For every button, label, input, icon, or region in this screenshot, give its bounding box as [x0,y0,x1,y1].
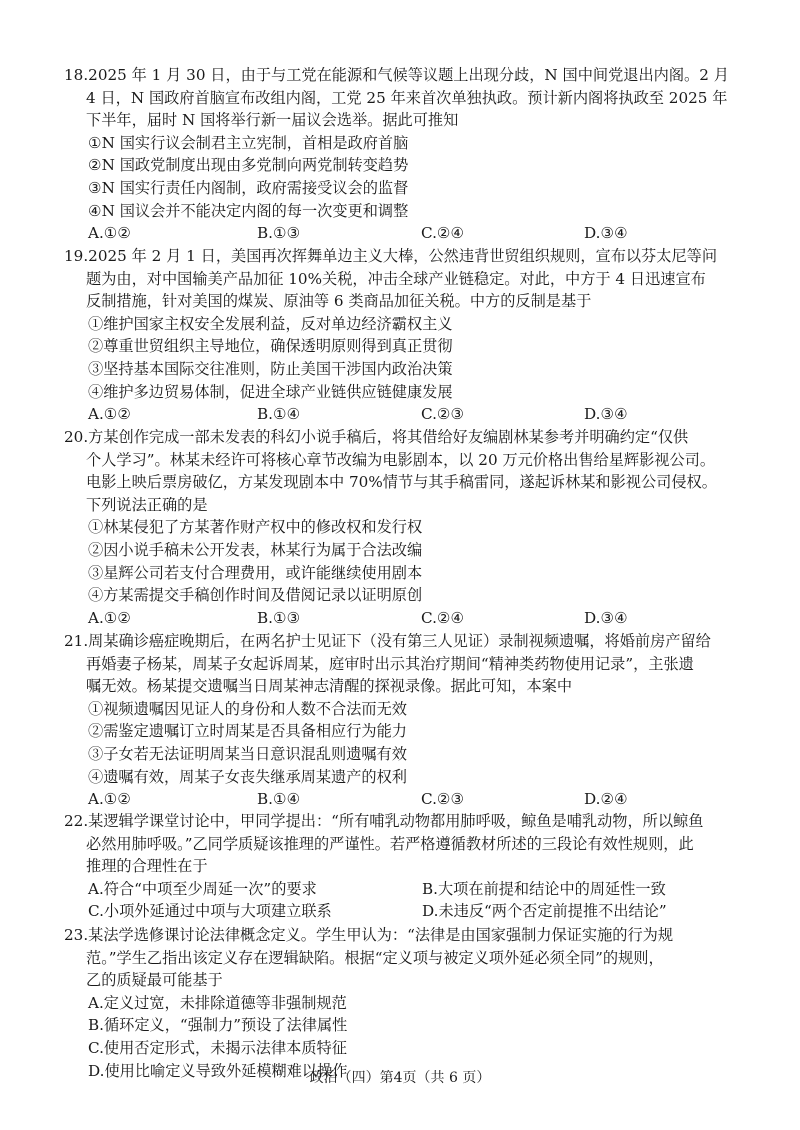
q22-stem-line-3: 推理的合理性在于 [86,857,208,876]
q20-choice-d: D.③④ [584,608,628,627]
q23-stem-line-1: 23.某法学选修课讨论法律概念定义。学生甲认为：“法律是由国家强制力保证实施的行为规 [64,926,674,944]
q21-choice-d: D.②④ [584,790,628,809]
q18-choice-b: B.①③ [257,224,301,243]
q21-option-1: ①视频遗嘱因见证人的身份和人数不合法而无效 [88,699,407,718]
q20-stem-line-1: 20.方某创作完成一部未发表的科幻小说手稿后，将其借给好友编剧林某参考并明确约定“仅供 [64,428,689,446]
q22-choices-row-1 [86,878,746,901]
q18-stem-line-3: 下半年，届时 N 国将举行新一届议会选举。据此可推知 [86,111,459,130]
q20-stem-line-4: 下列说法正确的是 [86,495,208,514]
q21-stem-line-3: 嘱无效。杨某提交遗嘱当日周某神志清醒的探视录像。据此可知，本案中 [86,677,572,696]
q20-choice-b: B.①③ [257,608,301,627]
q18-choices [86,222,746,245]
q21-option-4: ④遗嘱有效，周某子女丧失继承周某遗产的权利 [88,767,407,786]
q19-option-1: ①维护国家主权安全发展利益，反对单边经济霸权主义 [88,314,453,333]
q21-choice-c: C.②③ [421,790,465,809]
q20-choice-c: C.②④ [421,608,465,627]
q21-stem-line-2: 再婚妻子杨某，周某子女起诉周某，庭审时出示其治疗期间“精神类药物使用记录”，主张遗 [86,654,694,673]
q23-stem-line-2: 范。”学生乙指出该定义存在逻辑缺陷。根据“定义项与被定义项外延必须全同”的规则， [86,948,664,967]
q23-choice-d: D.使用比喻定义导致外延模糊难以操作 [88,1061,348,1080]
q20-choice-a: A.①② [88,608,132,627]
q23-choice-b: B.循环定义，“强制力”预设了法律属性 [88,1016,348,1035]
q19-option-4: ④维护多边贸易体制，促进全球产业链供应链健康发展 [88,382,453,401]
q18-choice-a: A.①② [88,224,132,243]
question-19 [64,245,746,426]
q22-choice-b: B.大项在前提和结论中的周延性一致 [422,879,666,898]
q19-stem-line-2: 题为由，对中国输美产品加征 10%关税，冲击全球产业链稳定。对此，中方于 4 日迅速宣布 [86,269,706,288]
q22-stem-line-1: 22.某逻辑学课堂讨论中，甲同学提出：“所有哺乳动物都用肺呼吸，鲸鱼是哺乳动物，所以鲸鱼 [64,812,704,830]
q23-stem-line-3: 乙的质疑最可能基于 [86,971,223,990]
q18-stem-line-2: 4 日，N 国政府首脑宣布改组内阁，工党 25 年来首次单独执政。预计新内阁将执政至 2025 年 [86,88,728,107]
page-footer: 政治（四）第4页（共 6 页） [309,1070,491,1086]
q23-choice-c: C.使用否定形式，未揭示法律本质特征 [88,1038,347,1057]
q20-option-4: ④方某需提交手稿创作时间及借阅记录以证明原创 [88,586,423,605]
q21-choices [86,788,746,811]
q19-choice-a: A.①② [88,405,132,424]
q19-choice-c: C.②③ [421,405,465,424]
q18-stem-line-1: 18.2025 年 1 月 30 日，由于与工党在能源和气候等议题上出现分歧，N 国中间党退出内阁。2 月 [64,66,729,84]
q19-option-3: ③坚持基本国际交往准则，防止美国干涉国内政治决策 [88,359,453,378]
q21-option-2: ②需鉴定遗嘱订立时周某是否具备相应行为能力 [88,722,407,741]
q18-option-1: ①N 国实行议会制君主立宪制，首相是政府首脑 [88,133,409,152]
question-21 [64,630,746,811]
q20-stem-line-3: 电影上映后票房破亿，方某发现剧本中 70%情节与其手稿雷同，遂起诉林某和影视公司侵权。 [86,473,717,492]
q20-choices [86,607,746,630]
q18-option-3: ③N 国实行责任内阁制，政府需接受议会的监督 [88,178,409,197]
q22-choice-a: A.符合“中项至少周延一次”的要求 [88,879,317,898]
q18-option-4: ④N 国议会并不能决定内阁的每一次变更和调整 [88,201,409,220]
q22-choices-row-2 [86,900,746,923]
q20-option-1: ①林某侵犯了方某著作财产权中的修改权和发行权 [88,518,423,537]
question-22 [64,810,746,923]
q19-option-2: ②尊重世贸组织主导地位，确保透明原则得到真正贯彻 [88,337,453,356]
q19-choices [86,403,746,426]
question-23 [64,924,746,1082]
q20-option-3: ③星辉公司若支付合理费用，或许能继续使用剧本 [88,563,423,582]
q21-choice-a: A.①② [88,790,132,809]
q22-choice-c: C.小项外延通过中项与大项建立联系 [88,902,332,921]
q19-stem-line-1: 19.2025 年 2 月 1 日，美国再次挥舞单边主义大棒，公然违背世贸组织规则，宣布以芬太尼等问 [64,247,718,265]
q18-choice-c: C.②④ [421,224,465,243]
q18-option-2: ②N 国政党制度出现由多党制向两党制转变趋势 [88,156,409,175]
q20-stem-line-2: 个人学习”。林某未经许可将核心章节改编为电影剧本，以 20 万元价格出售给星辉影视公司。 [86,450,716,469]
q21-option-3: ③子女若无法证明周某当日意识混乱则遗嘱有效 [88,744,407,763]
q23-choice-a: A.定义过宽，未排除道德等非强制规范 [88,993,347,1012]
q22-stem-line-2: 必然用肺呼吸。”乙同学质疑该推理的严谨性。若严格遵循教材所述的三段论有效性规则，此 [86,834,694,853]
q20-option-2: ②因小说手稿未公开发表，林某行为属于合法改编 [88,540,423,559]
question-18 [64,64,746,245]
q19-choice-b: B.①④ [257,405,301,424]
q22-choice-d: D.未违反“两个否定前提推不出结论” [422,902,667,921]
q18-choice-d: D.③④ [584,224,628,243]
q21-stem-line-1: 21.周某确诊癌症晚期后，在两名护士见证下（没有第三人见证）录制视频遗嘱，将婚前房产留给 [64,632,711,650]
q19-choice-d: D.③④ [584,405,628,424]
q21-choice-b: B.①④ [257,790,301,809]
question-20 [64,426,746,629]
q19-stem-line-3: 反制措施，针对美国的煤炭、原油等 6 类商品加征关税。中方的反制是基于 [86,292,592,311]
